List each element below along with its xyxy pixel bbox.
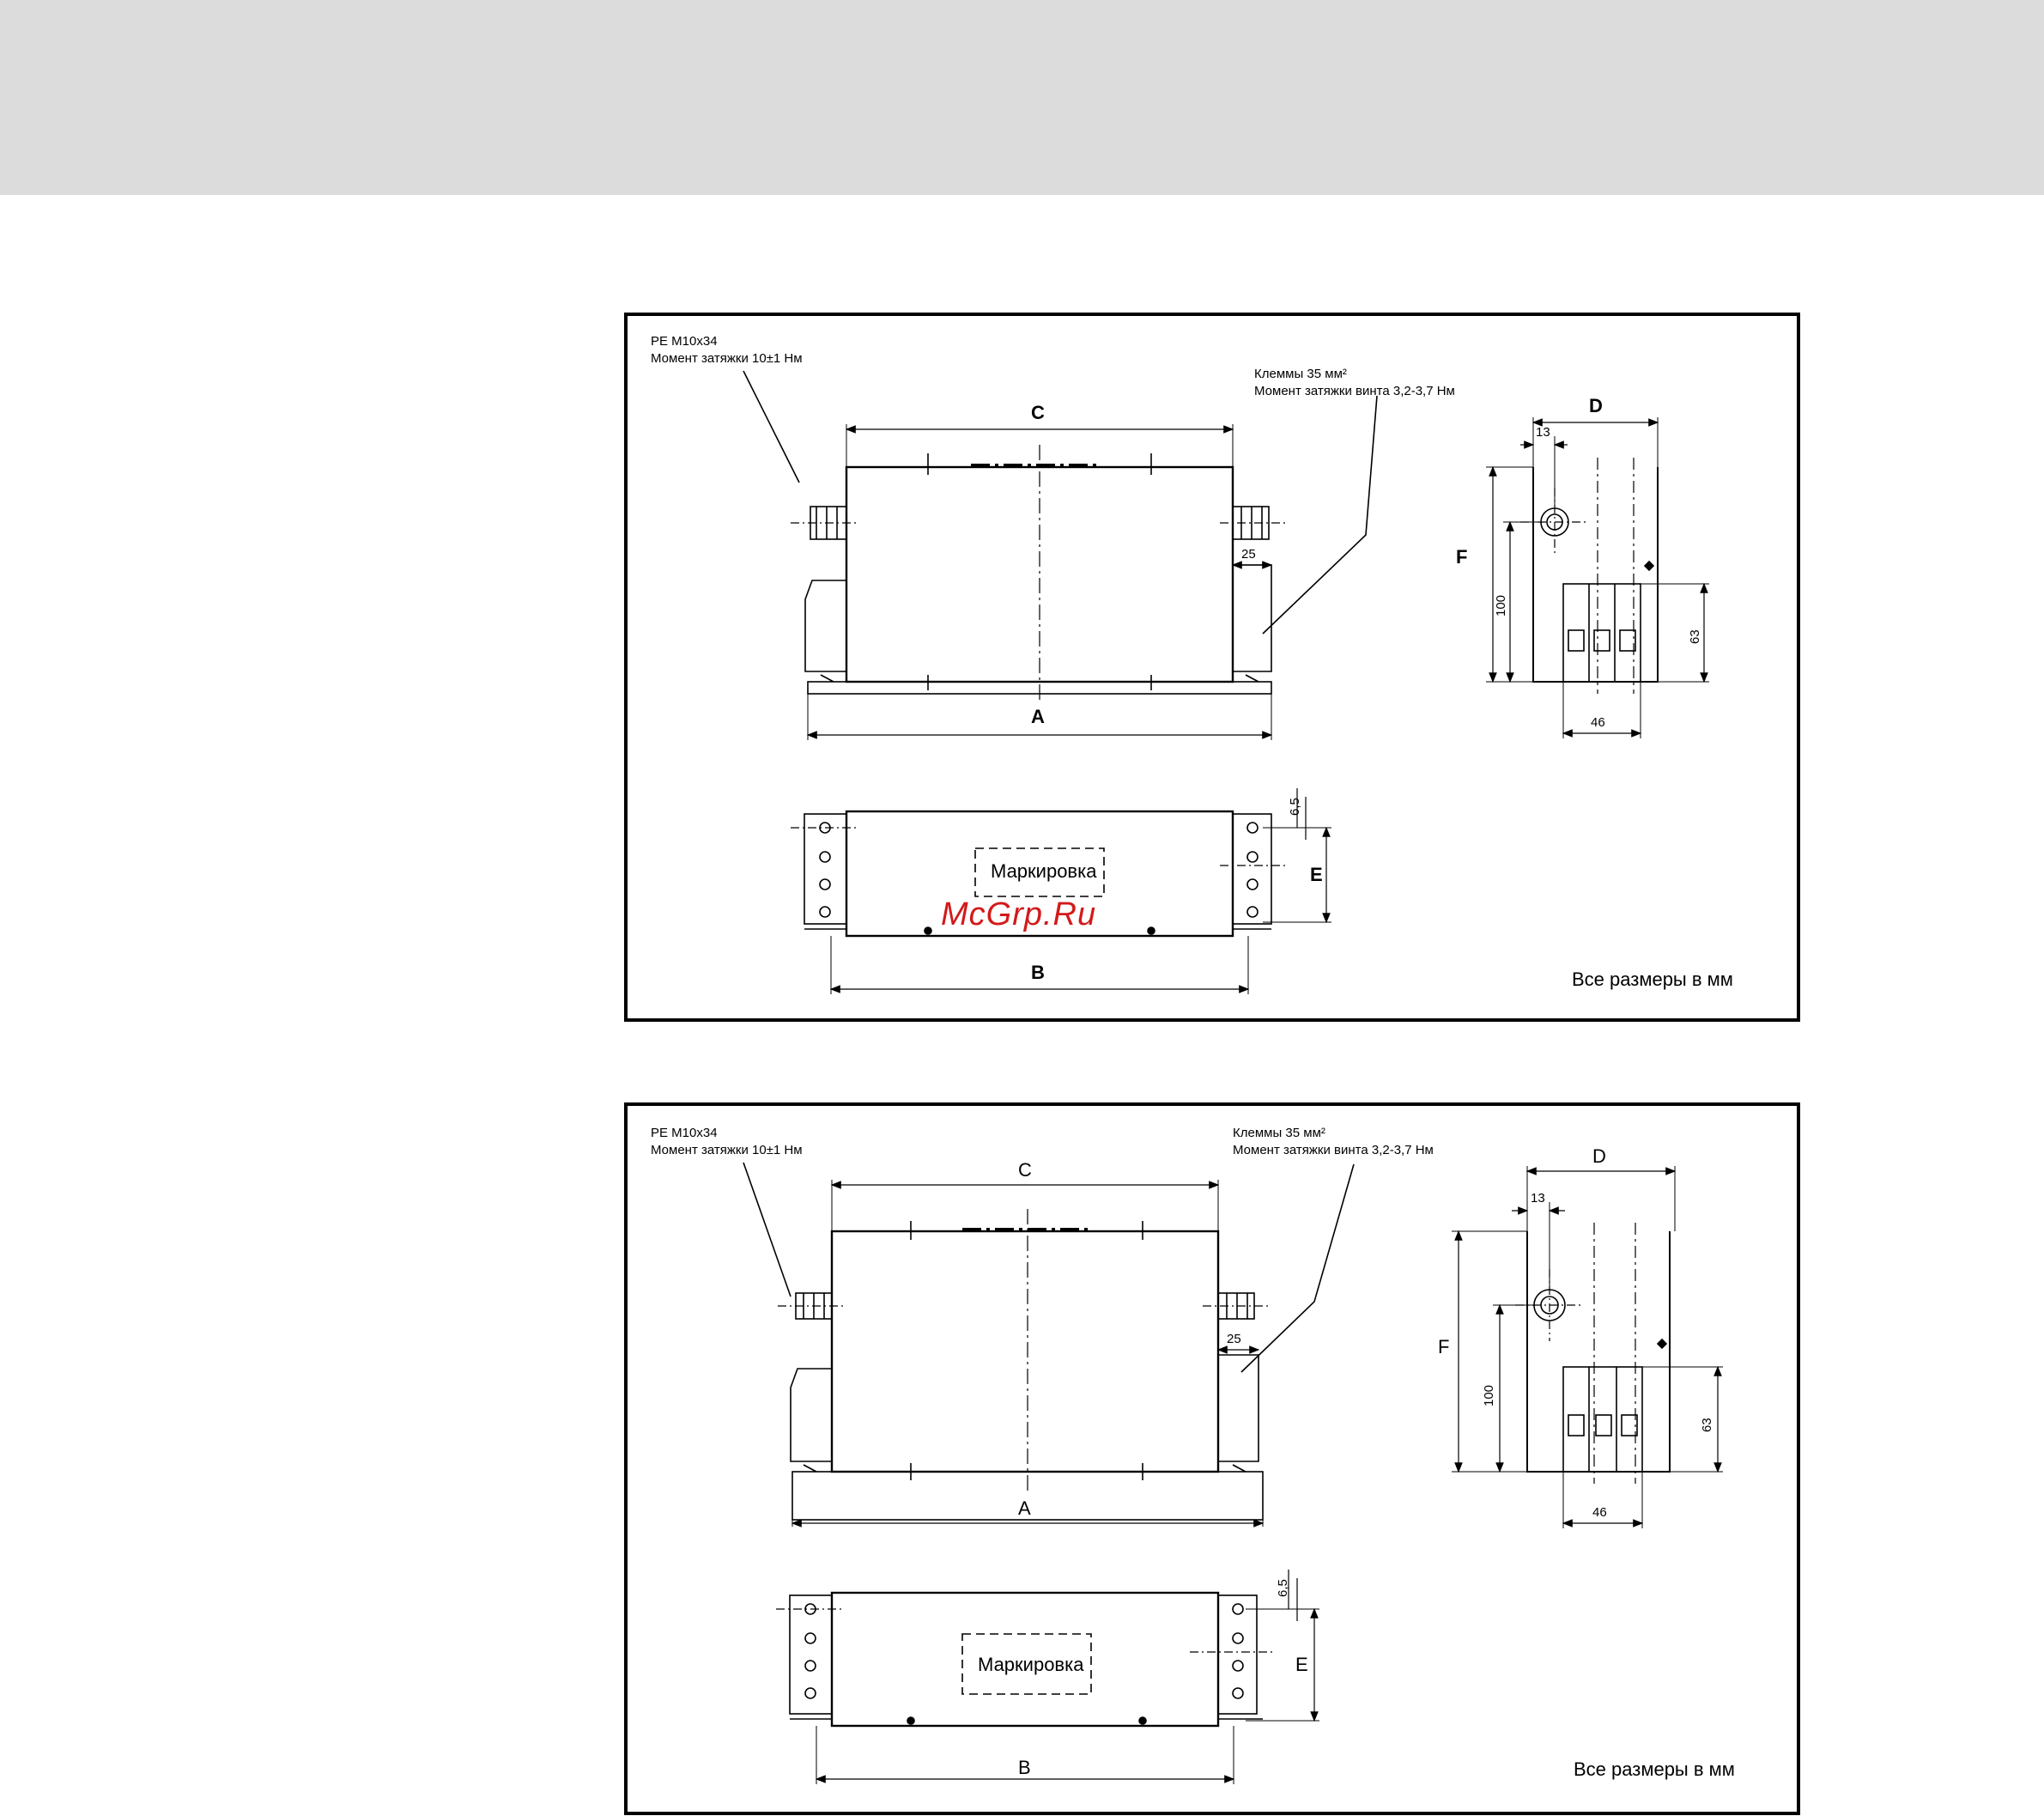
dim-e-label: E [1295,1654,1308,1675]
pe-note-line-2: Момент затяжки 10±1 Нм [651,351,803,366]
terminal-leader-line [1241,1164,1354,1372]
top-view [776,1570,1319,1784]
dim-63-label: 63 [1688,629,1702,644]
dim-d-label: D [1589,395,1603,416]
drawing-frame-1 [624,313,1800,1022]
dim-100-label: 100 [1494,594,1508,616]
dim-a-label: A [1018,1497,1031,1519]
watermark: McGrp.Ru [941,896,1097,932]
terminal-leader-line [1263,396,1377,634]
units-note: Все размеры в мм [1574,1758,1735,1780]
top-view [791,788,1331,994]
dim-13-label: 13 [1531,1191,1545,1206]
pe-note-line-2: Момент затяжки 10±1 Нм [651,1143,803,1157]
dim-63-label: 63 [1700,1418,1714,1432]
pe-leader-line [743,371,799,483]
dim-46-label: 46 [1592,1505,1607,1520]
dim-f-label: F [1438,1336,1450,1357]
dim-25-label: 25 [1227,1332,1241,1346]
front-view [778,1180,1271,1527]
terminal-note-line-1: Клеммы 35 мм² [1233,1126,1325,1140]
dim-c-label: C [1031,402,1045,423]
drawing-frame-2 [624,1102,1800,1815]
dim-b-label: B [1031,962,1045,983]
units-note: Все размеры в мм [1572,969,1733,990]
pe-note-line-1: PE M10x34 [651,1126,718,1140]
dim-f-label: F [1456,546,1468,568]
terminal-note-line-1: Клеммы 35 мм² [1254,367,1347,381]
dim-46-label: 46 [1591,715,1605,730]
dim-b-label: B [1018,1757,1031,1778]
dim-a-label: A [1031,706,1045,727]
side-view [1452,1166,1723,1528]
technical-drawing-2 [628,1106,1797,1812]
terminal-note-line-2: Момент затяжки винта 3,2-3,7 Нм [1254,384,1455,398]
side-view [1486,417,1709,738]
technical-drawing-1 [628,316,1797,1018]
dim-6-5-label: 6,5 [1288,798,1302,816]
dim-6-5-label: 6,5 [1276,1579,1290,1597]
marking-label: Маркировка [991,860,1097,882]
terminal-note-line-2: Момент затяжки винта 3,2-3,7 Нм [1233,1143,1434,1157]
dim-13-label: 13 [1536,425,1550,440]
header-band [0,0,2044,195]
front-view [791,424,1289,740]
dim-c-label: C [1018,1159,1032,1181]
dim-e-label: E [1310,864,1323,885]
pe-leader-line [743,1163,791,1297]
marking-label: Маркировка [978,1654,1084,1675]
pe-note-line-1: PE M10x34 [651,334,718,349]
dim-100-label: 100 [1482,1384,1496,1406]
dim-25-label: 25 [1241,547,1256,562]
dim-d-label: D [1592,1145,1606,1167]
